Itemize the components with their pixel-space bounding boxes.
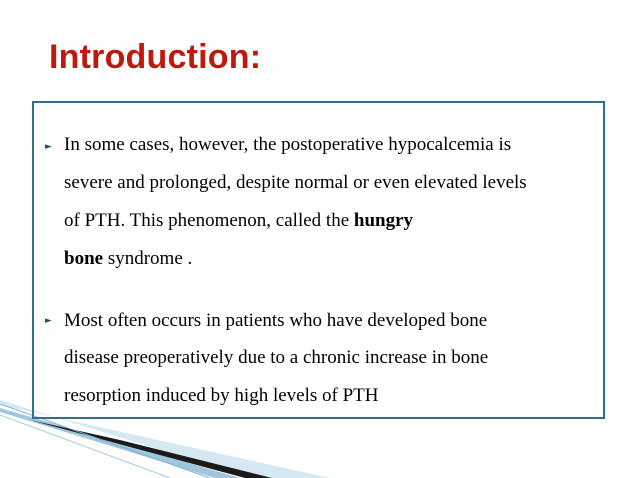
- slide-title: Introduction:: [49, 38, 262, 76]
- bullet-1-line-2: severe and prolonged, despite normal or even elevated levels: [64, 172, 527, 193]
- bullet-2-line-3: resorption induced by high levels of PTH: [64, 385, 379, 406]
- bullet-1-line-1: In some cases, however, the postoperative hypocalcemia is: [64, 134, 512, 155]
- triangle-bullet-icon: ►: [45, 142, 52, 152]
- bullet-1-line-3: [64, 210, 413, 232]
- bullet-2-line-2: disease preoperatively due to a chronic increase in bone: [64, 347, 489, 368]
- bullet-2-line-1: Most often occurs in patients who have developed bone: [64, 310, 488, 331]
- bullet-1-line-4: [64, 248, 192, 270]
- triangle-bullet-icon: ►: [45, 316, 52, 326]
- bold-term: bone: [64, 248, 104, 269]
- line-text: of PTH. This phenomenon, called the: [64, 210, 354, 231]
- bold-term: hungry: [353, 210, 414, 231]
- line-text: syndrome .: [103, 248, 193, 269]
